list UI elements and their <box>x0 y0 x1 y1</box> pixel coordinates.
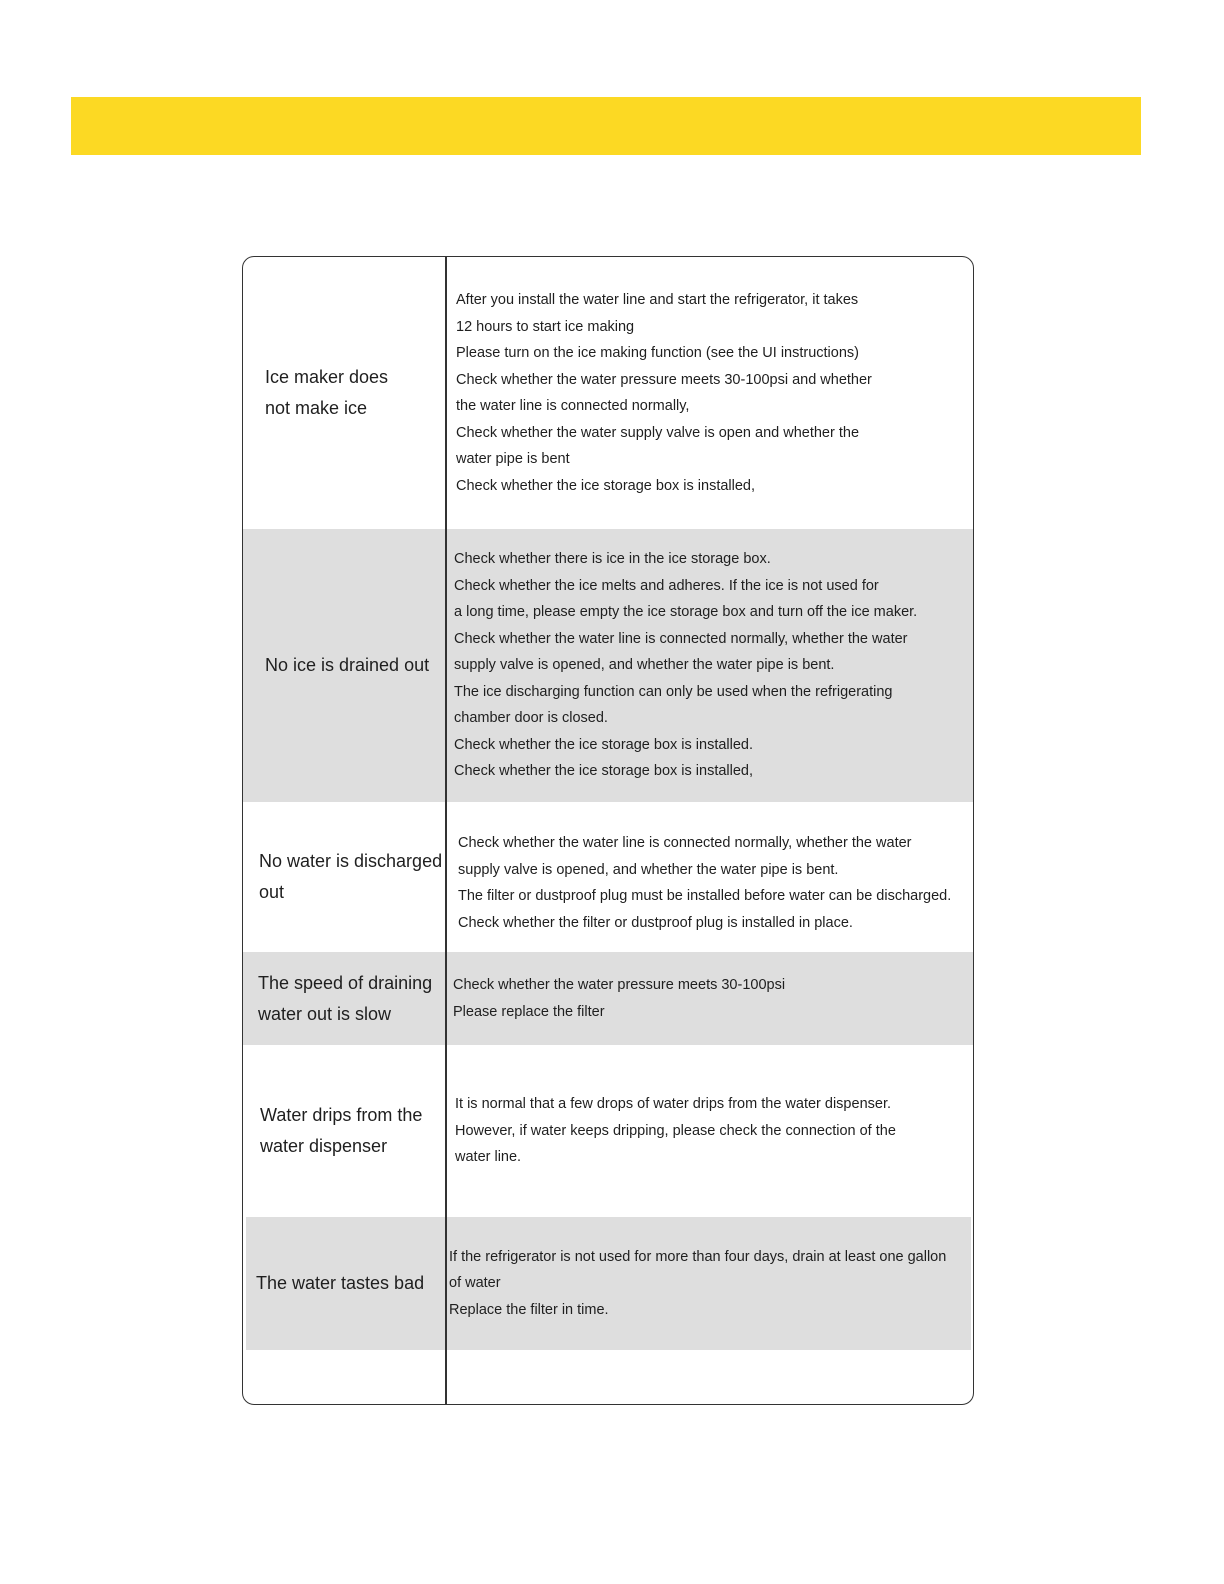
solution-line: supply valve is opened, and whether the water pipe is bent. <box>458 861 839 878</box>
symptom-cell: No water is discharged out <box>259 851 443 902</box>
solution-line: supply valve is opened, and whether the water pipe is bent. <box>454 657 835 674</box>
solution-line: Check whether the ice storage box is installed. <box>454 736 754 753</box>
solution-line: Please replace the filter <box>453 1003 605 1020</box>
solution-line: a long time, please empty the ice storage box and turn off the ice maker. <box>454 604 918 621</box>
solution-line: Replace the filter in time. <box>449 1301 609 1318</box>
solution-cell <box>447 1045 973 1217</box>
solution-cell <box>447 257 973 529</box>
solution-line: The filter or dustproof plug must be installed before water can be discharged. <box>458 888 952 904</box>
column-divider <box>445 257 447 1404</box>
solution-line: 12 hours to start ice making <box>456 318 635 335</box>
solution-line: After you install the water line and start the refrigerator, it takes <box>456 292 859 308</box>
symptom-cell: The water tastes bad <box>256 1273 425 1293</box>
symptom-cell: No ice is drained out <box>265 655 430 675</box>
symptom-cell: The speed of draining water out is slow <box>258 972 433 1024</box>
table-row <box>243 529 973 802</box>
solution-line: chamber door is closed. <box>454 710 608 727</box>
solution-line: Check whether the water pressure meets 30-100psi <box>453 977 786 993</box>
symptom-cell: Water drips from the water dispenser <box>260 1105 423 1156</box>
solution-line: Check whether the ice melts and adheres. If the ice is not used for <box>454 577 879 594</box>
header-banner <box>71 97 1141 155</box>
solution-line: Check whether the ice storage box is installed, <box>456 477 756 494</box>
solution-line: Check whether the water pressure meets 30-100psi and whether <box>456 371 872 388</box>
solution-cell <box>447 1217 971 1350</box>
solution-line: the water line is connected normally, <box>456 398 690 414</box>
solution-cell <box>447 952 973 1045</box>
solution-line: of water <box>449 1275 501 1292</box>
solution-line: Check whether the water line is connected normally, whether the water <box>454 630 908 647</box>
solution-line: The ice discharging function can only be used when the refrigerating <box>454 683 893 700</box>
solution-line: Check whether the water line is connected normally, whether the water <box>458 835 912 851</box>
solution-cell <box>447 529 973 802</box>
table-row <box>243 257 973 529</box>
solution-line: Check whether the filter or dustproof plug is installed in place. <box>458 914 853 931</box>
solution-line: water line. <box>455 1149 522 1166</box>
table-row <box>246 1217 971 1350</box>
table-row <box>243 802 973 952</box>
solution-line: water pipe is bent <box>456 451 570 467</box>
solution-line: Check whether the ice storage box is installed, <box>454 763 754 780</box>
symptom-cell: Ice maker does not make ice <box>265 367 389 418</box>
solution-line: It is normal that a few drops of water drips from the water dispenser. <box>455 1096 891 1113</box>
solution-line: Please turn on the ice making function (see the UI instructions) <box>456 345 859 361</box>
solution-line: If the refrigerator is not used for more than four days, drain at least one gallon <box>449 1248 947 1265</box>
solution-cell <box>447 802 973 952</box>
solution-line: Check whether the water supply valve is open and whether the <box>456 424 860 441</box>
table-row <box>243 1045 973 1217</box>
table-row <box>243 952 973 1045</box>
solution-line: However, if water keeps dripping, please check the connection of the <box>455 1122 896 1139</box>
solution-line: Check whether there is ice in the ice storage box. <box>454 551 771 568</box>
troubleshooting-table <box>242 256 974 1405</box>
